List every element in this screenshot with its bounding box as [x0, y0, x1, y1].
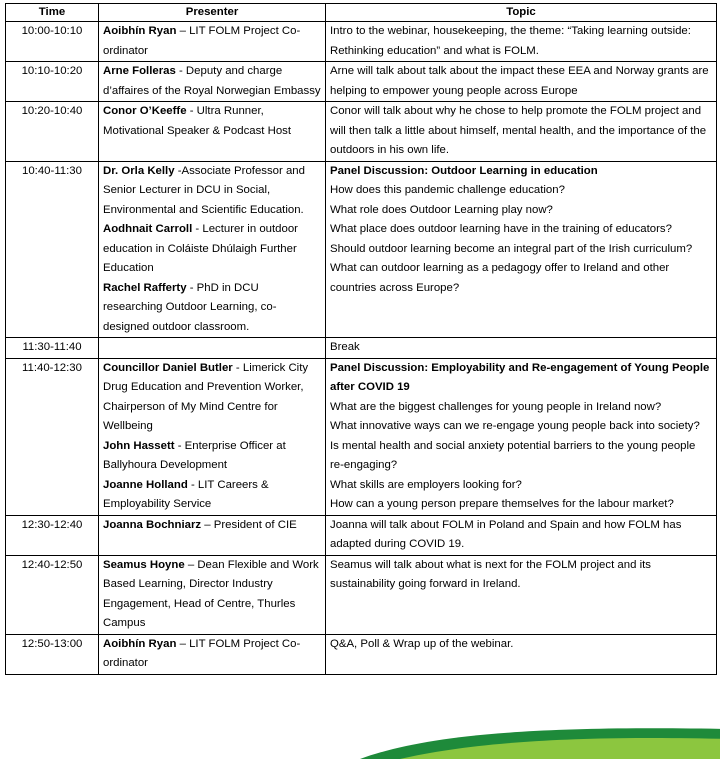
- presenter-role: - Lecturer in outdoor education in Coláiste Dhúlaigh Further Education: [103, 223, 298, 274]
- time-cell: 12:30-12:40: [6, 515, 99, 555]
- presenter-role: -Associate Professor and Senior Lecturer in DCU in Social, Environmental and Scientific Education.: [103, 164, 305, 216]
- presenter-name: Joanne Holland: [103, 478, 188, 491]
- presenter-name: Seamus Hoyne: [103, 558, 185, 571]
- topic-line: What can outdoor learning as a pedagogy offer to Ireland and other countries across Europe?: [330, 262, 670, 294]
- presenter-entry: [103, 62, 321, 101]
- presenter-cell: [99, 161, 326, 338]
- topic-line: Break: [330, 341, 360, 353]
- agenda-row: [6, 161, 717, 338]
- topic-line: Arne will talk about talk about the impact these EEA and Norway grants are helping to empower young people across Europe: [330, 65, 709, 97]
- presenter-name: Joanna Bochniarz: [103, 518, 202, 531]
- topic-line: Q&A, Poll & Wrap up of the webinar.: [330, 637, 514, 650]
- time-cell: 12:40-12:50: [6, 555, 99, 634]
- presenter-entry: [103, 102, 321, 141]
- presenter-role: - Limerick City Drug Education and Prevention Worker, Chairperson of My Mind Centre for Wellbeing: [103, 361, 309, 432]
- time-cell: 10:00-10:10: [6, 22, 99, 62]
- presenter-role: - Enterprise Officer at Ballyhoura Development: [103, 439, 286, 471]
- topic-cell: [326, 62, 717, 102]
- presenter-cell: [99, 555, 326, 634]
- green-swoosh-decoration: [360, 719, 720, 759]
- presenter-name: Aoibhín Ryan: [103, 637, 177, 650]
- presenter-name: Councillor Daniel Butler: [103, 361, 233, 374]
- presenter-name: Aoibhín Ryan: [103, 25, 177, 37]
- topic-cell: [326, 22, 717, 62]
- time-cell: 11:30-11:40: [6, 338, 99, 359]
- time-cell: 10:40-11:30: [6, 161, 99, 338]
- header-row: [6, 4, 717, 22]
- topic-cell: [326, 555, 717, 634]
- topic-line: What skills are employers looking for?: [330, 478, 522, 491]
- topic-cell: [326, 161, 717, 338]
- topic-line: Conor will talk about why he chose to help promote the FOLM project and will then talk a little about himself, mental health, and the importance of the outdoors in his own life.: [330, 105, 707, 156]
- agenda-row: [6, 358, 717, 515]
- presenter-role: - LIT Careers & Employability Service: [103, 478, 269, 510]
- presenter-cell: [99, 102, 326, 162]
- presenter-entry: [103, 437, 321, 476]
- agenda-row: [6, 515, 717, 555]
- time-cell: 11:40-12:30: [6, 358, 99, 515]
- topic-line: What role does Outdoor Learning play now?: [330, 203, 553, 216]
- presenter-entry: [103, 359, 321, 437]
- agenda-row: [6, 62, 717, 102]
- header-presenter: Presenter: [99, 4, 326, 22]
- panel-title: Panel Discussion: Employability and Re-engagement of Young People after COVID 19: [330, 361, 710, 393]
- topic-line: Joanna will talk about FOLM in Poland and Spain and how FOLM has adapted during COVID 19.: [330, 518, 682, 550]
- presenter-name: Aodhnait Carroll: [103, 223, 193, 235]
- presenter-entry: [103, 22, 321, 61]
- presenter-name: Rachel Rafferty: [103, 281, 187, 294]
- presenter-role: – Dean Flexible and Work Based Learning, Director Industry Engagement, Head of Centre, Thurles Campus: [103, 558, 319, 629]
- topic-cell: [326, 358, 717, 515]
- time-cell: 10:20-10:40: [6, 102, 99, 162]
- presenter-entry: [103, 220, 321, 279]
- topic-line: What innovative ways can we re-engage young people back into society?: [330, 420, 700, 432]
- agenda-row: [6, 102, 717, 162]
- time-cell: 12:50-13:00: [6, 634, 99, 674]
- presenter-name: Arne Folleras: [103, 65, 176, 77]
- presenter-entry: [103, 476, 321, 515]
- topic-line: How can a young person prepare themselves for the labour market?: [330, 498, 674, 510]
- header-time: Time: [6, 4, 99, 22]
- agenda-table: [5, 3, 717, 675]
- topic-line: Is mental health and social anxiety potential barriers to the young people re-engaging?: [330, 439, 696, 471]
- presenter-cell: [99, 634, 326, 674]
- agenda-row: [6, 555, 717, 634]
- topic-cell: [326, 634, 717, 674]
- presenter-cell: [99, 62, 326, 102]
- topic-line: Intro to the webinar, housekeeping, the theme: “Taking learning outside: Rethinking education” and what is FOLM.: [330, 25, 691, 57]
- topic-cell: [326, 102, 717, 162]
- presenter-role: - PhD in DCU researching Outdoor Learning, co-designed outdoor classroom.: [103, 281, 277, 333]
- presenter-entry: [103, 516, 321, 536]
- presenter-entry: [103, 635, 321, 674]
- presenter-entry: [103, 162, 321, 221]
- agenda-body: [6, 22, 717, 675]
- topic-line: What place does outdoor learning have in the training of educators?: [330, 223, 672, 235]
- topic-cell: [326, 515, 717, 555]
- presenter-role: - Ultra Runner, Motivational Speaker & Podcast Host: [103, 105, 292, 137]
- topic-line: How does this pandemic challenge education?: [330, 184, 565, 196]
- presenter-name: Dr. Orla Kelly: [103, 164, 175, 177]
- presenter-entry: [103, 556, 321, 634]
- presenter-cell: [99, 515, 326, 555]
- agenda-row: [6, 634, 717, 674]
- presenter-cell: [99, 338, 326, 359]
- presenter-role: – LIT FOLM Project Co-ordinator: [103, 637, 301, 669]
- panel-title: Panel Discussion: Outdoor Learning in education: [330, 164, 598, 177]
- presenter-role: – LIT FOLM Project Co-ordinator: [103, 25, 301, 57]
- presenter-entry: [103, 279, 321, 338]
- time-cell: 10:10-10:20: [6, 62, 99, 102]
- topic-line: What are the biggest challenges for young people in Ireland now?: [330, 400, 662, 413]
- presenter-name: Conor O’Keeffe: [103, 105, 187, 117]
- topic-line: Should outdoor learning become an integral part of the Irish curriculum?: [330, 242, 693, 255]
- presenter-name: John Hassett: [103, 439, 175, 452]
- presenter-role: – President of CIE: [201, 518, 297, 531]
- header-topic: Topic: [326, 4, 717, 22]
- agenda-row: [6, 22, 717, 62]
- presenter-cell: [99, 358, 326, 515]
- presenter-cell: [99, 22, 326, 62]
- presenter-role: - Deputy and charge d’affaires of the Royal Norwegian Embassy: [103, 65, 321, 97]
- topic-line: Seamus will talk about what is next for the FOLM project and its sustainability going forward in Ireland.: [330, 558, 651, 590]
- topic-cell: [326, 338, 717, 359]
- agenda-row: [6, 338, 717, 359]
